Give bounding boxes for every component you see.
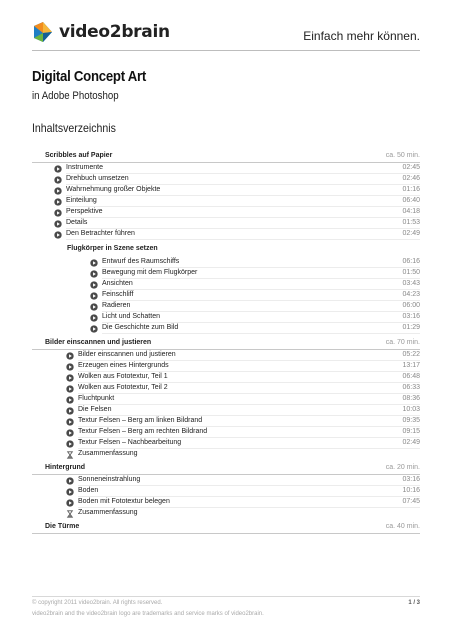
tagline: Einfach mehr können. bbox=[303, 29, 420, 43]
section-duration: ca. 20 min. bbox=[385, 464, 420, 471]
item-label: Ansichten bbox=[102, 280, 133, 287]
page-number: 1 / 3 bbox=[408, 600, 420, 606]
toc-item[interactable] bbox=[54, 230, 420, 240]
item-label: Details bbox=[66, 219, 88, 226]
play-icon bbox=[90, 314, 98, 322]
toc-item[interactable] bbox=[66, 476, 420, 486]
footer-divider bbox=[32, 596, 420, 597]
item-label: Entwurf des Raumschiffs bbox=[102, 258, 180, 265]
row-divider bbox=[102, 333, 420, 334]
toc-item[interactable] bbox=[54, 197, 420, 207]
section-divider bbox=[32, 349, 420, 350]
toc-item[interactable] bbox=[66, 509, 420, 519]
item-label: Boden bbox=[78, 487, 99, 494]
toc-item[interactable] bbox=[66, 487, 420, 497]
item-duration: 05:22 bbox=[402, 351, 420, 358]
item-label: Textur Felsen – Nachbearbeitung bbox=[78, 439, 182, 446]
row-divider bbox=[78, 426, 420, 427]
play-icon bbox=[54, 187, 62, 195]
item-label: Boden mit Fototextur belegen bbox=[78, 498, 170, 505]
toc-item[interactable] bbox=[54, 208, 420, 218]
item-label: Wahrnehmung großer Objekte bbox=[66, 186, 161, 193]
item-duration: 04:18 bbox=[402, 208, 420, 215]
play-icon bbox=[66, 477, 74, 485]
row-divider bbox=[66, 239, 420, 240]
row-divider bbox=[66, 206, 420, 207]
section-duration: ca. 40 min. bbox=[385, 523, 420, 530]
play-icon bbox=[66, 374, 74, 382]
toc-item[interactable] bbox=[66, 439, 420, 449]
play-icon bbox=[54, 231, 62, 239]
item-duration: 06:40 bbox=[402, 197, 420, 204]
page-subtitle: in Adobe Photoshop bbox=[32, 90, 119, 102]
toc-item[interactable] bbox=[54, 175, 420, 185]
toc-item[interactable] bbox=[66, 373, 420, 383]
toc-item[interactable] bbox=[90, 269, 420, 279]
play-icon bbox=[66, 396, 74, 404]
play-icon bbox=[66, 352, 74, 360]
item-label: Radieren bbox=[102, 302, 131, 309]
row-divider bbox=[78, 415, 420, 416]
section-divider bbox=[32, 533, 420, 534]
item-label: Erzeugen eines Hintergrunds bbox=[78, 362, 169, 369]
brand-name: video2brain bbox=[59, 22, 170, 42]
toc-section[interactable] bbox=[32, 464, 420, 476]
item-label: Bilder einscannen und justieren bbox=[78, 351, 176, 358]
item-duration: 03:43 bbox=[402, 280, 420, 287]
item-duration: 01:50 bbox=[402, 269, 420, 276]
item-label: Die Geschichte zum Bild bbox=[102, 324, 179, 331]
play-icon bbox=[54, 198, 62, 206]
toc-section[interactable] bbox=[32, 339, 420, 351]
item-duration: 09:15 bbox=[402, 428, 420, 435]
item-label: Textur Felsen – Berg am rechten Bildrand bbox=[78, 428, 208, 435]
page-title: Digital Concept Art bbox=[32, 68, 147, 85]
item-duration: 06:48 bbox=[402, 373, 420, 380]
video2brain-logo-icon bbox=[32, 20, 54, 44]
toc-item[interactable] bbox=[90, 280, 420, 290]
toc-item[interactable] bbox=[90, 324, 420, 334]
toc-item[interactable] bbox=[66, 384, 420, 394]
play-icon bbox=[66, 488, 74, 496]
toc-section[interactable] bbox=[32, 152, 420, 164]
play-icon bbox=[90, 325, 98, 333]
play-icon bbox=[54, 165, 62, 173]
toc-item[interactable] bbox=[66, 417, 420, 427]
toc-item[interactable] bbox=[66, 351, 420, 361]
item-duration: 03:16 bbox=[402, 476, 420, 483]
toc-item[interactable] bbox=[54, 219, 420, 229]
play-icon bbox=[90, 292, 98, 300]
play-icon bbox=[90, 303, 98, 311]
play-icon bbox=[66, 418, 74, 426]
item-label: Feinschliff bbox=[102, 291, 134, 298]
row-divider bbox=[102, 289, 420, 290]
item-duration: 02:46 bbox=[402, 175, 420, 182]
play-icon bbox=[90, 259, 98, 267]
play-icon bbox=[54, 176, 62, 184]
header-divider bbox=[32, 50, 420, 51]
item-duration: 04:23 bbox=[402, 291, 420, 298]
row-divider bbox=[78, 485, 420, 486]
item-duration: 03:16 bbox=[402, 313, 420, 320]
row-divider bbox=[102, 278, 420, 279]
item-label: Bewegung mit dem Flugkörper bbox=[102, 269, 198, 276]
item-duration: 01:29 bbox=[402, 324, 420, 331]
toc-item[interactable] bbox=[66, 395, 420, 405]
toc-item[interactable] bbox=[66, 450, 420, 460]
item-label: Den Betrachter führen bbox=[66, 230, 135, 237]
toc-item[interactable] bbox=[66, 428, 420, 438]
item-duration: 06:16 bbox=[402, 258, 420, 265]
item-duration: 10:16 bbox=[402, 487, 420, 494]
toc-heading: Inhaltsverzeichnis bbox=[32, 121, 116, 135]
item-duration: 01:53 bbox=[402, 219, 420, 226]
toc-item[interactable] bbox=[54, 164, 420, 174]
play-icon bbox=[54, 209, 62, 217]
item-label: Textur Felsen – Berg am linken Bildrand bbox=[78, 417, 203, 424]
item-label: Fluchtpunkt bbox=[78, 395, 115, 402]
row-divider bbox=[66, 184, 420, 185]
item-duration: 06:00 bbox=[402, 302, 420, 309]
row-divider bbox=[78, 382, 420, 383]
row-divider bbox=[78, 496, 420, 497]
section-title: Hintergrund bbox=[45, 464, 86, 471]
row-divider bbox=[66, 228, 420, 229]
toc-item[interactable] bbox=[66, 406, 420, 416]
play-icon bbox=[66, 440, 74, 448]
hourglass-icon bbox=[66, 510, 74, 518]
item-label: Zusammenfassung bbox=[78, 450, 138, 457]
item-duration: 02:49 bbox=[402, 439, 420, 446]
item-duration: 06:33 bbox=[402, 384, 420, 391]
item-duration: 13:17 bbox=[402, 362, 420, 369]
toc-item[interactable] bbox=[90, 302, 420, 312]
row-divider bbox=[66, 217, 420, 218]
section-title: Scribbles auf Papier bbox=[45, 152, 113, 159]
play-icon bbox=[66, 363, 74, 371]
item-label: Die Felsen bbox=[78, 406, 112, 413]
item-label: Zusammenfassung bbox=[78, 509, 138, 516]
toc-item[interactable] bbox=[90, 258, 420, 268]
item-duration: 02:49 bbox=[402, 230, 420, 237]
row-divider bbox=[78, 448, 420, 449]
row-divider bbox=[78, 393, 420, 394]
item-label: Instrumente bbox=[66, 164, 103, 171]
toc-item[interactable] bbox=[54, 186, 420, 196]
hourglass-icon bbox=[66, 451, 74, 459]
item-duration: 02:45 bbox=[402, 164, 420, 171]
section-duration: ca. 70 min. bbox=[385, 339, 420, 346]
item-label: Sonneneinstrahlung bbox=[78, 476, 141, 483]
page-header bbox=[0, 0, 452, 60]
row-divider bbox=[78, 360, 420, 361]
item-label: Licht und Schatten bbox=[102, 313, 160, 320]
section-divider bbox=[32, 474, 420, 475]
toc-section[interactable] bbox=[32, 523, 420, 535]
section-title: Bilder einscannen und justieren bbox=[45, 339, 152, 346]
row-divider bbox=[102, 322, 420, 323]
play-icon bbox=[66, 429, 74, 437]
play-icon bbox=[90, 281, 98, 289]
row-divider bbox=[78, 507, 420, 508]
item-duration: 09:35 bbox=[402, 417, 420, 424]
item-duration: 01:16 bbox=[402, 186, 420, 193]
row-divider bbox=[66, 195, 420, 196]
item-duration: 08:36 bbox=[402, 395, 420, 402]
play-icon bbox=[66, 499, 74, 507]
play-icon bbox=[54, 220, 62, 228]
row-divider bbox=[66, 173, 420, 174]
section-title: Die Türme bbox=[45, 523, 80, 530]
row-divider bbox=[78, 437, 420, 438]
subsection-title[interactable]: Flugkörper in Szene setzen bbox=[67, 245, 158, 252]
row-divider bbox=[78, 404, 420, 405]
section-duration: ca. 50 min. bbox=[385, 152, 420, 159]
footer-trademark: video2brain and the video2brain logo are trademarks and service marks of video2brain. bbox=[32, 611, 264, 617]
toc-item[interactable] bbox=[66, 498, 420, 508]
toc-item[interactable] bbox=[90, 313, 420, 323]
toc-item[interactable] bbox=[66, 362, 420, 372]
item-label: Perspektive bbox=[66, 208, 103, 215]
item-duration: 10:03 bbox=[402, 406, 420, 413]
row-divider bbox=[102, 300, 420, 301]
item-label: Einteilung bbox=[66, 197, 97, 204]
row-divider bbox=[78, 371, 420, 372]
play-icon bbox=[90, 270, 98, 278]
play-icon bbox=[66, 385, 74, 393]
item-label: Wolken aus Fototextur, Teil 1 bbox=[78, 373, 168, 380]
play-icon bbox=[66, 407, 74, 415]
item-duration: 07:45 bbox=[402, 498, 420, 505]
row-divider bbox=[102, 267, 420, 268]
brand-logo[interactable] bbox=[32, 20, 170, 44]
item-label: Drehbuch umsetzen bbox=[66, 175, 129, 182]
item-label: Wolken aus Fototextur, Teil 2 bbox=[78, 384, 168, 391]
toc-item[interactable] bbox=[90, 291, 420, 301]
footer-copyright: © copyright 2011 video2brain. All rights reserved. bbox=[32, 600, 163, 606]
section-divider bbox=[32, 162, 420, 163]
row-divider bbox=[102, 311, 420, 312]
